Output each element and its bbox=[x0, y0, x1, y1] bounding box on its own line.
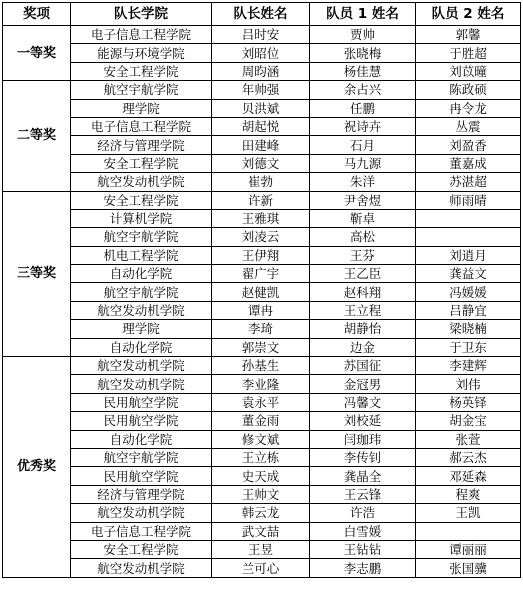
member2-name-cell: 于胜超 bbox=[416, 44, 521, 62]
member1-name-cell: 王乙臣 bbox=[310, 265, 416, 283]
captain-name-cell: 刘德文 bbox=[212, 154, 310, 172]
award-table bbox=[2, 2, 521, 578]
member2-name-cell: 程爽 bbox=[416, 485, 521, 503]
member1-name-cell: 马九源 bbox=[310, 154, 416, 172]
member1-name-cell: 苏国征 bbox=[310, 357, 416, 375]
captain-college-cell: 经济与管理学院 bbox=[71, 136, 212, 154]
member2-name-cell: 郭馨 bbox=[416, 26, 521, 44]
captain-college-cell: 航空发动机学院 bbox=[71, 559, 212, 577]
captain-name-cell: 王昱 bbox=[212, 540, 310, 558]
table-row bbox=[3, 246, 521, 264]
captain-college-cell: 民用航空学院 bbox=[71, 467, 212, 485]
award-level-cell: 一等奖 bbox=[3, 26, 71, 81]
table-row bbox=[3, 522, 521, 540]
table-row bbox=[3, 62, 521, 80]
member1-name-cell: 王云锋 bbox=[310, 485, 416, 503]
captain-name-cell: 韩云龙 bbox=[212, 504, 310, 522]
captain-college-cell: 计算机学院 bbox=[71, 209, 212, 227]
member1-name-cell: 李志鹏 bbox=[310, 559, 416, 577]
member2-name-cell: 李建辉 bbox=[416, 357, 521, 375]
captain-name-cell: 王帅文 bbox=[212, 485, 310, 503]
member2-name-cell bbox=[416, 522, 521, 540]
member1-name-cell: 王芬 bbox=[310, 246, 416, 264]
captain-name-cell: 董金雨 bbox=[212, 412, 310, 430]
captain-name-cell: 王伊翔 bbox=[212, 246, 310, 264]
table-row bbox=[3, 504, 521, 522]
captain-college-cell: 航空发动机学院 bbox=[71, 301, 212, 319]
member2-name-cell: 陈政硕 bbox=[416, 81, 521, 99]
captain-college-cell: 理学院 bbox=[71, 99, 212, 117]
captain-name-cell: 赵健凯 bbox=[212, 283, 310, 301]
member2-name-cell: 冉令龙 bbox=[416, 99, 521, 117]
member2-name-cell: 刘盈香 bbox=[416, 136, 521, 154]
header-member1-name: 队员 1 姓名 bbox=[310, 3, 416, 26]
member1-name-cell: 金冠男 bbox=[310, 375, 416, 393]
captain-college-cell: 航空宇航学院 bbox=[71, 228, 212, 246]
captain-name-cell: 郭崇文 bbox=[212, 338, 310, 356]
table-row bbox=[3, 26, 521, 44]
table-row bbox=[3, 265, 521, 283]
member1-name-cell: 白雪媛 bbox=[310, 522, 416, 540]
member1-name-cell: 刘校延 bbox=[310, 412, 416, 430]
member2-name-cell: 苏湛超 bbox=[416, 173, 521, 191]
table-row bbox=[3, 320, 521, 338]
member2-name-cell: 胡金宝 bbox=[416, 412, 521, 430]
captain-college-cell: 经济与管理学院 bbox=[71, 485, 212, 503]
member2-name-cell: 郝云杰 bbox=[416, 448, 521, 466]
captain-college-cell: 自动化学院 bbox=[71, 338, 212, 356]
captain-name-cell: 胡起悦 bbox=[212, 117, 310, 135]
member1-name-cell: 冯馨文 bbox=[310, 393, 416, 411]
member2-name-cell: 丛震 bbox=[416, 117, 521, 135]
captain-name-cell: 吕时安 bbox=[212, 26, 310, 44]
member1-name-cell: 余占兴 bbox=[310, 81, 416, 99]
table-row bbox=[3, 301, 521, 319]
captain-name-cell: 贝洪斌 bbox=[212, 99, 310, 117]
captain-name-cell: 崔勃 bbox=[212, 173, 310, 191]
header-captain-college: 队长学院 bbox=[71, 3, 212, 26]
captain-college-cell: 航空宇航学院 bbox=[71, 81, 212, 99]
member1-name-cell: 王钻钻 bbox=[310, 540, 416, 558]
member2-name-cell: 杨英铎 bbox=[416, 393, 521, 411]
table-row bbox=[3, 228, 521, 246]
member1-name-cell: 朱洋 bbox=[310, 173, 416, 191]
captain-college-cell: 安全工程学院 bbox=[71, 540, 212, 558]
table-row bbox=[3, 136, 521, 154]
member2-name-cell: 刘逍月 bbox=[416, 246, 521, 264]
member2-name-cell: 师雨晴 bbox=[416, 191, 521, 209]
table-row bbox=[3, 81, 521, 99]
captain-college-cell: 航空发动机学院 bbox=[71, 357, 212, 375]
member1-name-cell: 李传钊 bbox=[310, 448, 416, 466]
member1-name-cell: 祝诗卉 bbox=[310, 117, 416, 135]
member1-name-cell: 靳卓 bbox=[310, 209, 416, 227]
member2-name-cell bbox=[416, 209, 521, 227]
captain-college-cell: 航空宇航学院 bbox=[71, 283, 212, 301]
captain-college-cell: 航空发动机学院 bbox=[71, 504, 212, 522]
member1-name-cell: 赵科翔 bbox=[310, 283, 416, 301]
captain-name-cell: 年帅强 bbox=[212, 81, 310, 99]
member2-name-cell: 谭丽丽 bbox=[416, 540, 521, 558]
captain-college-cell: 理学院 bbox=[71, 320, 212, 338]
member2-name-cell: 于卫东 bbox=[416, 338, 521, 356]
table-row bbox=[3, 283, 521, 301]
member2-name-cell: 刘伟 bbox=[416, 375, 521, 393]
member2-name-cell: 王凯 bbox=[416, 504, 521, 522]
captain-name-cell: 李业隆 bbox=[212, 375, 310, 393]
member2-name-cell: 梁晓楠 bbox=[416, 320, 521, 338]
member1-name-cell: 石月 bbox=[310, 136, 416, 154]
member2-name-cell: 张萱 bbox=[416, 430, 521, 448]
table-row bbox=[3, 99, 521, 117]
table-row bbox=[3, 173, 521, 191]
captain-name-cell: 田建峰 bbox=[212, 136, 310, 154]
captain-college-cell: 安全工程学院 bbox=[71, 154, 212, 172]
table-row bbox=[3, 357, 521, 375]
award-level-cell: 优秀奖 bbox=[3, 357, 71, 578]
table-row bbox=[3, 540, 521, 558]
member1-name-cell: 胡静怡 bbox=[310, 320, 416, 338]
table-body bbox=[3, 26, 521, 578]
table-row bbox=[3, 448, 521, 466]
captain-college-cell: 航空发动机学院 bbox=[71, 375, 212, 393]
member1-name-cell: 闫珈玮 bbox=[310, 430, 416, 448]
captain-college-cell: 能源与环境学院 bbox=[71, 44, 212, 62]
captain-college-cell: 航空宇航学院 bbox=[71, 448, 212, 466]
captain-college-cell: 电子信息工程学院 bbox=[71, 117, 212, 135]
table-row bbox=[3, 393, 521, 411]
member1-name-cell: 张晓梅 bbox=[310, 44, 416, 62]
captain-college-cell: 民用航空学院 bbox=[71, 412, 212, 430]
table-row bbox=[3, 467, 521, 485]
captain-name-cell: 孙基生 bbox=[212, 357, 310, 375]
header-captain-name: 队长姓名 bbox=[212, 3, 310, 26]
captain-name-cell: 谭冉 bbox=[212, 301, 310, 319]
captain-name-cell: 许新 bbox=[212, 191, 310, 209]
table-row bbox=[3, 485, 521, 503]
table-row bbox=[3, 559, 521, 577]
captain-name-cell: 史天成 bbox=[212, 467, 310, 485]
table-row bbox=[3, 375, 521, 393]
member1-name-cell: 龚晶全 bbox=[310, 467, 416, 485]
captain-name-cell: 武文喆 bbox=[212, 522, 310, 540]
member1-name-cell: 尹舍煜 bbox=[310, 191, 416, 209]
member1-name-cell: 任鹏 bbox=[310, 99, 416, 117]
table-row bbox=[3, 117, 521, 135]
captain-name-cell: 刘凌云 bbox=[212, 228, 310, 246]
captain-college-cell: 自动化学院 bbox=[71, 430, 212, 448]
captain-name-cell: 王雅琪 bbox=[212, 209, 310, 227]
member1-name-cell: 许浩 bbox=[310, 504, 416, 522]
member2-name-cell: 刘苡曈 bbox=[416, 62, 521, 80]
captain-college-cell: 自动化学院 bbox=[71, 265, 212, 283]
member1-name-cell: 贾帅 bbox=[310, 26, 416, 44]
captain-name-cell: 兰可心 bbox=[212, 559, 310, 577]
member2-name-cell: 邓延森 bbox=[416, 467, 521, 485]
table-row bbox=[3, 44, 521, 62]
member2-name-cell: 张国骥 bbox=[416, 559, 521, 577]
header-award: 奖项 bbox=[3, 3, 71, 26]
captain-name-cell: 周昀涵 bbox=[212, 62, 310, 80]
captain-college-cell: 民用航空学院 bbox=[71, 393, 212, 411]
header-row bbox=[3, 3, 521, 26]
award-level-cell: 三等奖 bbox=[3, 191, 71, 357]
captain-college-cell: 电子信息工程学院 bbox=[71, 26, 212, 44]
table-row bbox=[3, 338, 521, 356]
table-row bbox=[3, 154, 521, 172]
member1-name-cell: 边金 bbox=[310, 338, 416, 356]
captain-name-cell: 翟广宇 bbox=[212, 265, 310, 283]
member2-name-cell: 龚益文 bbox=[416, 265, 521, 283]
table-row bbox=[3, 191, 521, 209]
award-level-cell: 二等奖 bbox=[3, 81, 71, 191]
captain-college-cell: 机电工程学院 bbox=[71, 246, 212, 264]
member2-name-cell: 董嘉成 bbox=[416, 154, 521, 172]
captain-name-cell: 修文斌 bbox=[212, 430, 310, 448]
captain-name-cell: 刘昭位 bbox=[212, 44, 310, 62]
member2-name-cell: 吕静宜 bbox=[416, 301, 521, 319]
captain-name-cell: 王立栋 bbox=[212, 448, 310, 466]
member1-name-cell: 杨佳慧 bbox=[310, 62, 416, 80]
captain-college-cell: 安全工程学院 bbox=[71, 62, 212, 80]
member1-name-cell: 王立程 bbox=[310, 301, 416, 319]
member1-name-cell: 高松 bbox=[310, 228, 416, 246]
header-member2-name: 队员 2 姓名 bbox=[416, 3, 521, 26]
captain-college-cell: 电子信息工程学院 bbox=[71, 522, 212, 540]
captain-name-cell: 李琦 bbox=[212, 320, 310, 338]
table-row bbox=[3, 209, 521, 227]
captain-name-cell: 袁永平 bbox=[212, 393, 310, 411]
member2-name-cell: 冯媛媛 bbox=[416, 283, 521, 301]
table-row bbox=[3, 430, 521, 448]
table-row bbox=[3, 412, 521, 430]
captain-college-cell: 航空发动机学院 bbox=[71, 173, 212, 191]
member2-name-cell bbox=[416, 228, 521, 246]
captain-college-cell: 安全工程学院 bbox=[71, 191, 212, 209]
